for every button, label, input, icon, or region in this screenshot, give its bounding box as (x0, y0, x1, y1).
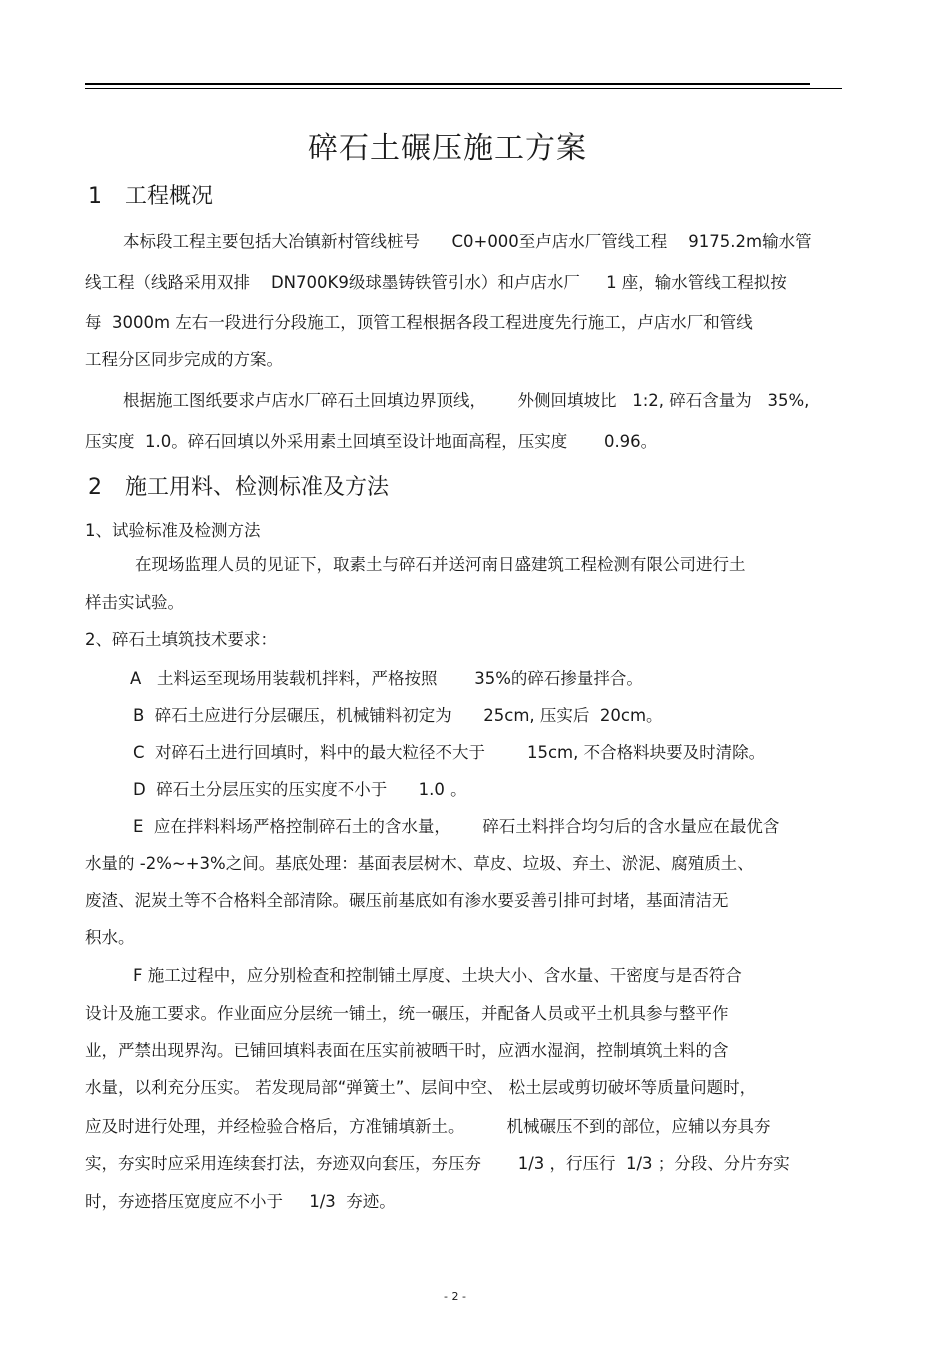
header-rule-thick (85, 83, 810, 85)
text-line: 时，夯迹搭压宽度应不小于 1/3 夯迹。 (85, 1192, 396, 1211)
text-line: 在现场监理人员的见证下，取素土与碎石并送河南日盛建筑工程检测有限公司进行土 (135, 555, 746, 574)
text-line: 废渣、泥炭土等不合格料全部清除。碾压前基底如有渗水要妥善引排可封堵，基面清洁无 (85, 891, 729, 910)
section-heading-1 (88, 179, 213, 210)
text-line: 样击实试验。 (85, 593, 184, 612)
text-line: 根据施工图纸要求卢店水厂碎石土回填边界顶线， 外侧回填坡比 1:2, 碎石含量为 35%, (123, 391, 810, 410)
text-line: 设计及施工要求。作业面应分层统一铺土，统一碾压，并配备人员或平土机具参与整平作 (85, 1004, 729, 1023)
list-item-a: A 土料运至现场用装载机拌料，严格按照 35%的碎石掺量拌合。 (130, 669, 643, 688)
text-line: 压实度 1.0。碎石回填以外采用素土回填至设计地面高程，压实度 0.96。 (85, 432, 658, 451)
text-line: 实，夯实时应采用连续套打法，夯迹双向套压，夯压夯 1/3 ，行压行 1/3 ；分段、分片夯实 (85, 1154, 790, 1173)
section-title: 工程概况 (125, 184, 214, 209)
section-heading-2 (88, 470, 389, 501)
text-line: 水量的 -2%~+3%之间。基底处理：基面表层树木、草皮、垃圾、弃土、淤泥、腐殖质土、 (85, 854, 754, 873)
text-line: 本标段工程主要包括大冶镇新村管线桩号 C0+000至卢店水厂管线工程 9175.2m输水管 (123, 232, 812, 251)
list-item-f: F 施工过程中，应分别检查和控制铺土厚度、土块大小、含水量、干密度与是否符合 (133, 966, 742, 985)
subsection-heading: 2、碎石土填筑技术要求： (85, 630, 277, 649)
text-line: 积水。 (85, 928, 135, 947)
text-line: 业，严禁出现界沟。已铺回填料表面在压实前被晒干时，应洒水湿润，控制填筑土料的含 (85, 1041, 729, 1060)
list-item-e: E 应在拌料料场严格控制碎石土的含水量， 碎石土料拌合均匀后的含水量应在最优含 (133, 817, 780, 836)
list-item-b: B 碎石土应进行分层碾压，机械铺料初定为 25cm, 压实后 20cm。 (133, 706, 663, 725)
page-number: - 2 - (444, 1290, 466, 1303)
subsection-heading: 1、试验标准及检测方法 (85, 521, 261, 540)
section-number: 1 (88, 184, 102, 209)
text-line: 应及时进行处理，并经检验合格后，方准铺填新土。 机械碾压不到的部位，应辅以夯具夯 (85, 1117, 771, 1136)
header-rule-thin (85, 88, 842, 89)
text-line: 每 3000m 左右一段进行分段施工，顶管工程根据各段工程进度先行施工，卢店水厂和管线 (85, 313, 753, 332)
text-line: 工程分区同步完成的方案。 (85, 350, 283, 369)
section-title: 施工用料、检测标准及方法 (125, 475, 390, 500)
document-title: 碎石土碾压施工方案 (308, 131, 587, 166)
text-line: 水量，以利充分压实。 若发现局部“弹簧土”、层间中空、 松土层或剪切破坏等质量问题时， (85, 1078, 757, 1097)
list-item-c: C 对碎石土进行回填时，料中的最大粒径不大于 15cm, 不合格料块要及时清除。 (133, 743, 766, 762)
section-number: 2 (88, 475, 102, 500)
text-line: 线工程（线路采用双排 DN700K9级球墨铸铁管引水）和卢店水厂 1 座，输水管线工程拟按 (85, 273, 787, 292)
list-item-d: D 碎石土分层压实的压实度不小于 1.0 。 (133, 780, 467, 799)
